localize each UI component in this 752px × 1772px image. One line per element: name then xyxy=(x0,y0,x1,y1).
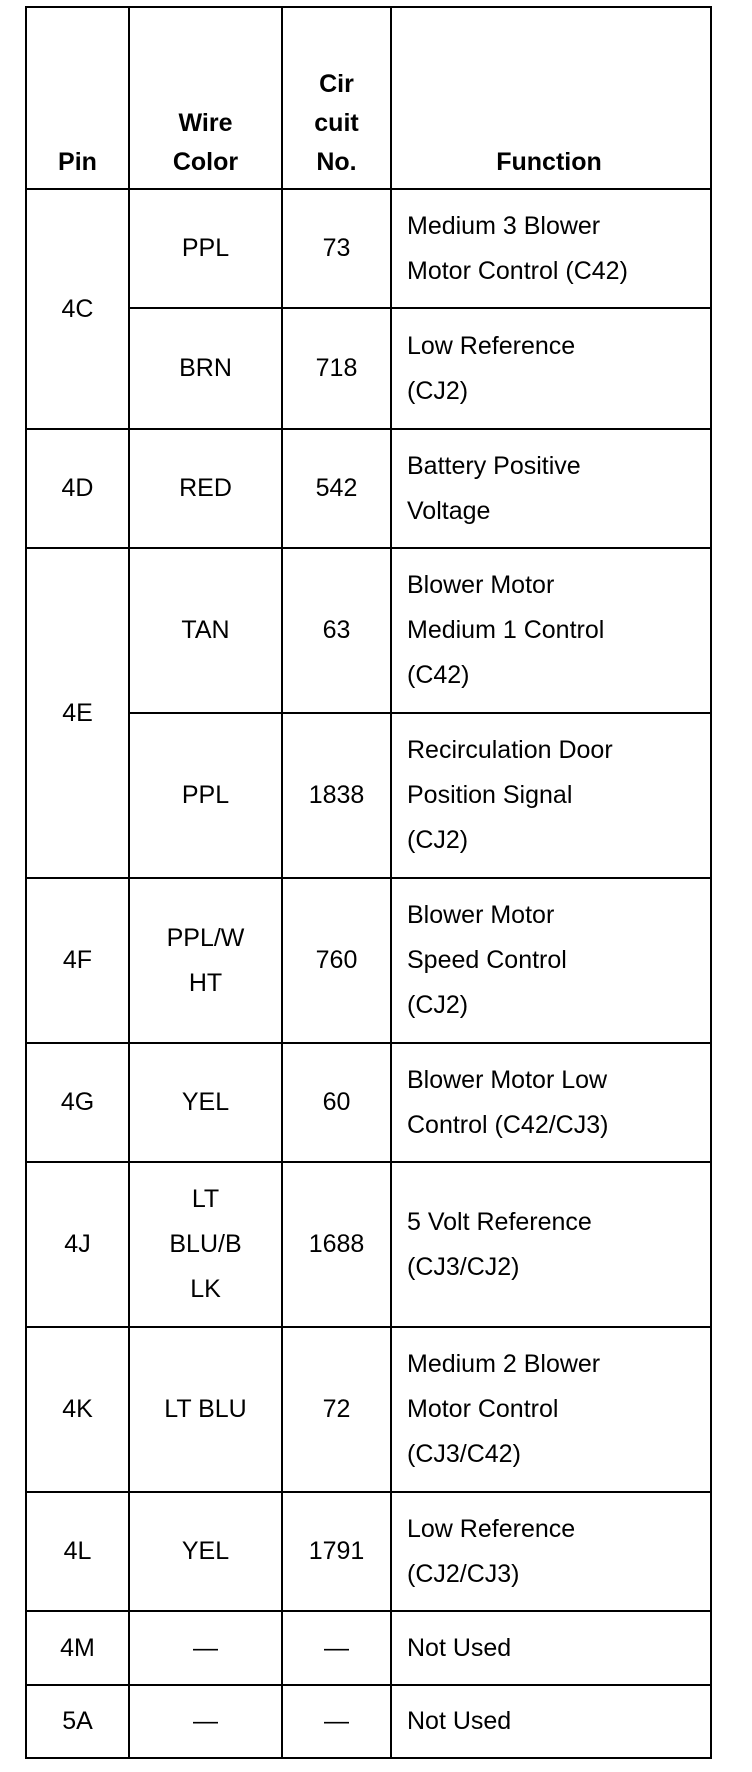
wire-color-cell: LT BLU/B LK xyxy=(169,1185,242,1303)
wire-color-cell: — xyxy=(193,1707,218,1735)
function-cell: Low Reference (CJ2) xyxy=(407,331,576,405)
circuit-cell: — xyxy=(324,1633,349,1662)
pin-cell: 4F xyxy=(62,946,93,974)
circuit-cell: — xyxy=(324,1707,349,1735)
circuit-cell: 1838 xyxy=(308,781,365,809)
circuit-cell: 1791 xyxy=(308,1537,365,1565)
pin-cell: 4J xyxy=(64,1230,91,1258)
wire-color-cell: TAN xyxy=(181,616,230,644)
wire-color-cell: PPL xyxy=(181,781,230,809)
function-cell: Blower Motor Speed Control (CJ2) xyxy=(407,901,567,1019)
wire-color-cell: YEL xyxy=(181,1537,230,1565)
pin-cell: 4D xyxy=(61,474,94,502)
header-wire-color: Wire Color xyxy=(172,109,239,176)
pin-cell: 4G xyxy=(60,1088,95,1116)
wire-color-cell: PPL/W HT xyxy=(166,923,245,997)
pinout-table xyxy=(25,6,712,1759)
circuit-cell: 760 xyxy=(315,946,358,974)
header-pin: Pin xyxy=(58,148,97,176)
header-function: Function xyxy=(496,148,602,176)
circuit-cell: 542 xyxy=(315,474,358,502)
header-circuit-no: Cir cuit No. xyxy=(314,70,359,176)
pin-cell: 4M xyxy=(60,1633,95,1662)
circuit-cell: 1688 xyxy=(308,1230,365,1258)
wire-color-cell: BRN xyxy=(179,354,232,382)
circuit-cell: 60 xyxy=(322,1088,351,1116)
function-cell: Battery Positive Voltage xyxy=(407,451,581,525)
wire-color-cell: — xyxy=(193,1633,218,1662)
circuit-cell: 718 xyxy=(315,354,358,382)
function-cell: Not Used xyxy=(407,1633,512,1662)
function-cell: 5 Volt Reference (CJ3/CJ2) xyxy=(407,1207,592,1281)
wire-color-cell: LT BLU xyxy=(164,1395,247,1423)
function-cell: Not Used xyxy=(407,1707,512,1735)
wire-color-cell: YEL xyxy=(181,1088,230,1116)
function-cell: Recirculation Door Position Signal (CJ2) xyxy=(407,736,613,854)
function-cell: Medium 3 Blower Motor Control (C42) xyxy=(407,211,628,285)
pin-cell: 4L xyxy=(63,1537,92,1565)
circuit-cell: 73 xyxy=(322,234,351,262)
function-cell: Medium 2 Blower Motor Control (CJ3/C42) xyxy=(407,1350,601,1468)
circuit-cell: 72 xyxy=(322,1395,351,1423)
wire-color-cell: RED xyxy=(179,474,232,502)
pin-cell: 4C xyxy=(61,294,94,323)
function-cell: Low Reference (CJ2/CJ3) xyxy=(407,1514,576,1588)
circuit-cell: 63 xyxy=(322,616,351,644)
function-cell: Blower Motor Medium 1 Control (C42) xyxy=(407,571,605,689)
pin-cell: 4K xyxy=(62,1395,93,1423)
pin-cell: 5A xyxy=(62,1707,93,1735)
wire-color-cell: PPL xyxy=(181,234,230,262)
function-cell: Blower Motor Low Control (C42/CJ3) xyxy=(407,1065,609,1139)
pin-cell: 4E xyxy=(62,698,93,727)
